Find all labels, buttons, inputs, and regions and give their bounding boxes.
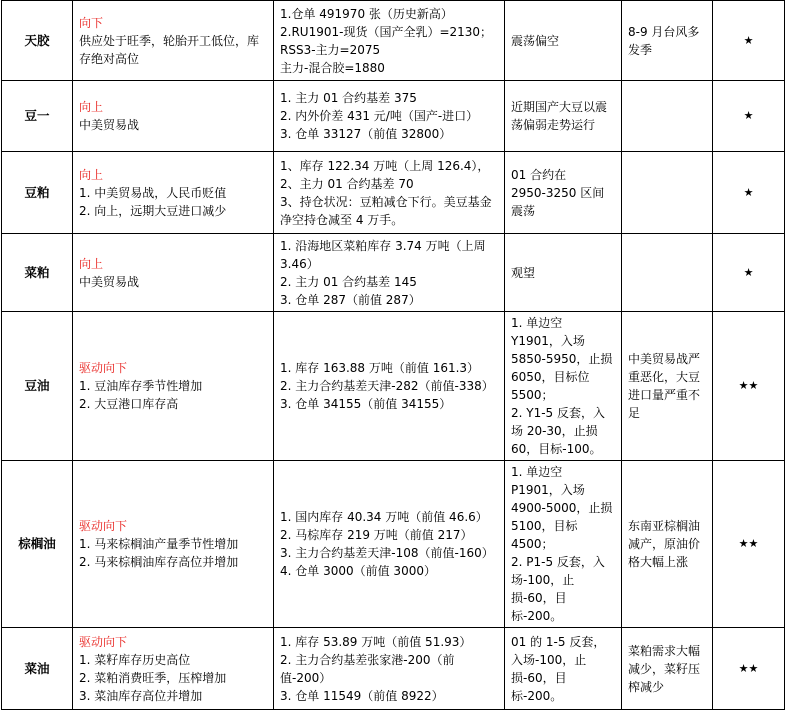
direction-label: 向上 [79, 256, 104, 271]
driver-cell [73, 1, 274, 81]
rating-stars: ★ [713, 152, 785, 234]
data-line: 2. 主力合约基差天津-282（前值-338） [280, 379, 494, 393]
commodity-name: 豆油 [2, 312, 73, 461]
table-row [2, 234, 785, 312]
risk-cell [622, 234, 713, 312]
direction-label: 驱动向下 [79, 361, 128, 375]
risk-cell [622, 152, 713, 234]
rating-stars: ★ [713, 81, 785, 152]
strategy-line: 2. P1-5 反套，入场-100，止损-60，目标-200。 [511, 555, 605, 623]
data-cell [274, 312, 505, 461]
table-row [2, 628, 785, 710]
strategy-line: 近期国产大豆以震荡偏弱走势运行 [511, 100, 608, 132]
table-row [2, 312, 785, 461]
risk-cell [622, 1, 713, 81]
data-line: 主力-混合胶=1880 [280, 60, 385, 75]
data-cell [274, 461, 505, 628]
risk-line: 东南亚棕榈油减产，原油价格大幅上涨 [628, 519, 701, 569]
strategy-line: 2. Y1-5 反套，入场 20-30，止损 60，目标-100。 [511, 406, 606, 456]
driver-line: 1. 豆油库存季节性增加 [79, 379, 203, 393]
direction-label: 驱动向下 [79, 634, 128, 649]
data-cell [274, 81, 505, 152]
risk-cell [622, 628, 713, 710]
driver-line: 2. 菜粕消费旺季，压榨增加 [79, 670, 227, 685]
direction-label: 驱动向下 [79, 519, 128, 533]
commodity-name: 豆粕 [2, 152, 73, 234]
driver-cell [73, 312, 274, 461]
strategy-cell [505, 81, 622, 152]
data-line: 2.RU1901-现货（国产全乳）=2130； [280, 24, 493, 39]
data-line: 2、主力 01 合约基差 70 [280, 176, 414, 191]
data-line: 3. 仓单 287（前值 287） [280, 292, 421, 307]
data-line: 1、库存 122.34 万吨（上周 126.4）， [280, 158, 490, 173]
driver-cell [73, 81, 274, 152]
driver-cell [73, 234, 274, 312]
data-line: RSS3-主力=2075 [280, 42, 381, 57]
data-line: 1. 主力 01 合约基差 375 [280, 91, 417, 105]
driver-line: 1. 菜籽库存历史高位 [79, 652, 191, 667]
strategy-line: 01 的 1-5 反套，入场-100，止损-60，目标-200。 [511, 634, 606, 703]
commodity-name: 棕榈油 [2, 461, 73, 628]
risk-line: 8-9 月台风多发季 [628, 24, 700, 57]
strategy-line: 观望 [511, 265, 536, 280]
rating-stars: ★ [713, 234, 785, 312]
risk-line: 中美贸易战严重恶化，大豆进口量严重不足 [628, 352, 701, 420]
driver-line: 中美贸易战 [79, 118, 140, 132]
data-line: 1. 库存 163.88 万吨（前值 161.3） [280, 361, 480, 375]
strategy-cell [505, 152, 622, 234]
driver-cell [73, 461, 274, 628]
driver-line: 供应处于旺季，轮胎开工低位，库存绝对高位 [79, 33, 260, 66]
commodity-table [1, 0, 785, 710]
driver-line: 1. 中美贸易战，人民币贬值 [79, 185, 227, 200]
data-cell [274, 152, 505, 234]
data-line: 2. 主力 01 合约基差 145 [280, 274, 417, 289]
strategy-cell [505, 312, 622, 461]
table-row [2, 81, 785, 152]
driver-line: 3. 菜油库存高位并增加 [79, 688, 203, 703]
driver-line: 2. 向上，远期大豆进口减少 [79, 203, 227, 218]
data-line: 3. 仓单 33127（前值 32800） [280, 127, 452, 141]
table-row [2, 461, 785, 628]
data-line: 2. 马棕库存 219 万吨（前值 217） [280, 528, 473, 542]
direction-label: 向下 [79, 15, 104, 30]
data-line: 3. 仓单 34155（前值 34155） [280, 397, 452, 411]
driver-line: 2. 大豆港口库存高 [79, 397, 179, 411]
data-line: 1. 沿海地区菜粕库存 3.74 万吨（上周 3.46） [280, 238, 486, 271]
table-row [2, 152, 785, 234]
risk-line: 菜粕需求大幅减少，菜籽压榨减少 [628, 643, 701, 694]
rating-stars: ★★ [713, 461, 785, 628]
strategy-cell [505, 1, 622, 81]
data-line: 1. 库存 53.89 万吨（前值 51.93） [280, 634, 472, 649]
data-cell [274, 628, 505, 710]
rating-stars: ★★ [713, 312, 785, 461]
data-line: 1.仓单 491970 张（历史新高） [280, 6, 453, 21]
strategy-line: 1. 单边空 Y1901，入场 5850-5950，止损 6050，目标位 5500； [511, 316, 613, 402]
data-line: 2. 内外价差 431 元/吨（国产-进口） [280, 109, 479, 123]
data-cell [274, 234, 505, 312]
data-line: 2. 主力合约基差张家港-200（前值-200） [280, 652, 455, 685]
table-row [2, 1, 785, 81]
strategy-cell [505, 628, 622, 710]
driver-line: 1. 马来棕榈油产量季节性增加 [79, 537, 239, 551]
rating-stars: ★★ [713, 628, 785, 710]
driver-cell [73, 152, 274, 234]
risk-cell [622, 81, 713, 152]
strategy-line: 震荡偏空 [511, 33, 560, 48]
strategy-line: 01 合约在 [511, 167, 567, 182]
direction-label: 向上 [79, 167, 104, 182]
commodity-name: 菜粕 [2, 234, 73, 312]
risk-cell [622, 461, 713, 628]
commodity-name: 天胶 [2, 1, 73, 81]
driver-line: 中美贸易战 [79, 274, 140, 289]
data-line: 4. 仓单 3000（前值 3000） [280, 564, 436, 578]
data-cell [274, 1, 505, 81]
data-line: 3. 主力合约基差天津-108（前值-160） [280, 546, 494, 560]
direction-label: 向上 [79, 100, 104, 114]
data-line: 3. 仓单 11549（前值 8922） [280, 688, 444, 703]
commodity-name: 豆一 [2, 81, 73, 152]
rating-stars: ★ [713, 1, 785, 81]
strategy-line: 1. 单边空 P1901，入场 4900-5000，止损 5100，目标 4500； [511, 465, 613, 551]
driver-line: 2. 马来棕榈油库存高位并增加 [79, 555, 239, 569]
data-line: 3、持仓状况：豆粕减仓下行。美豆基金净空持仓减至 4 万手。 [280, 194, 492, 227]
risk-cell [622, 312, 713, 461]
driver-cell [73, 628, 274, 710]
data-line: 1. 国内库存 40.34 万吨（前值 46.6） [280, 510, 488, 524]
strategy-cell [505, 461, 622, 628]
strategy-line: 2950-3250 区间震荡 [511, 185, 605, 218]
commodity-name: 菜油 [2, 628, 73, 710]
strategy-cell [505, 234, 622, 312]
